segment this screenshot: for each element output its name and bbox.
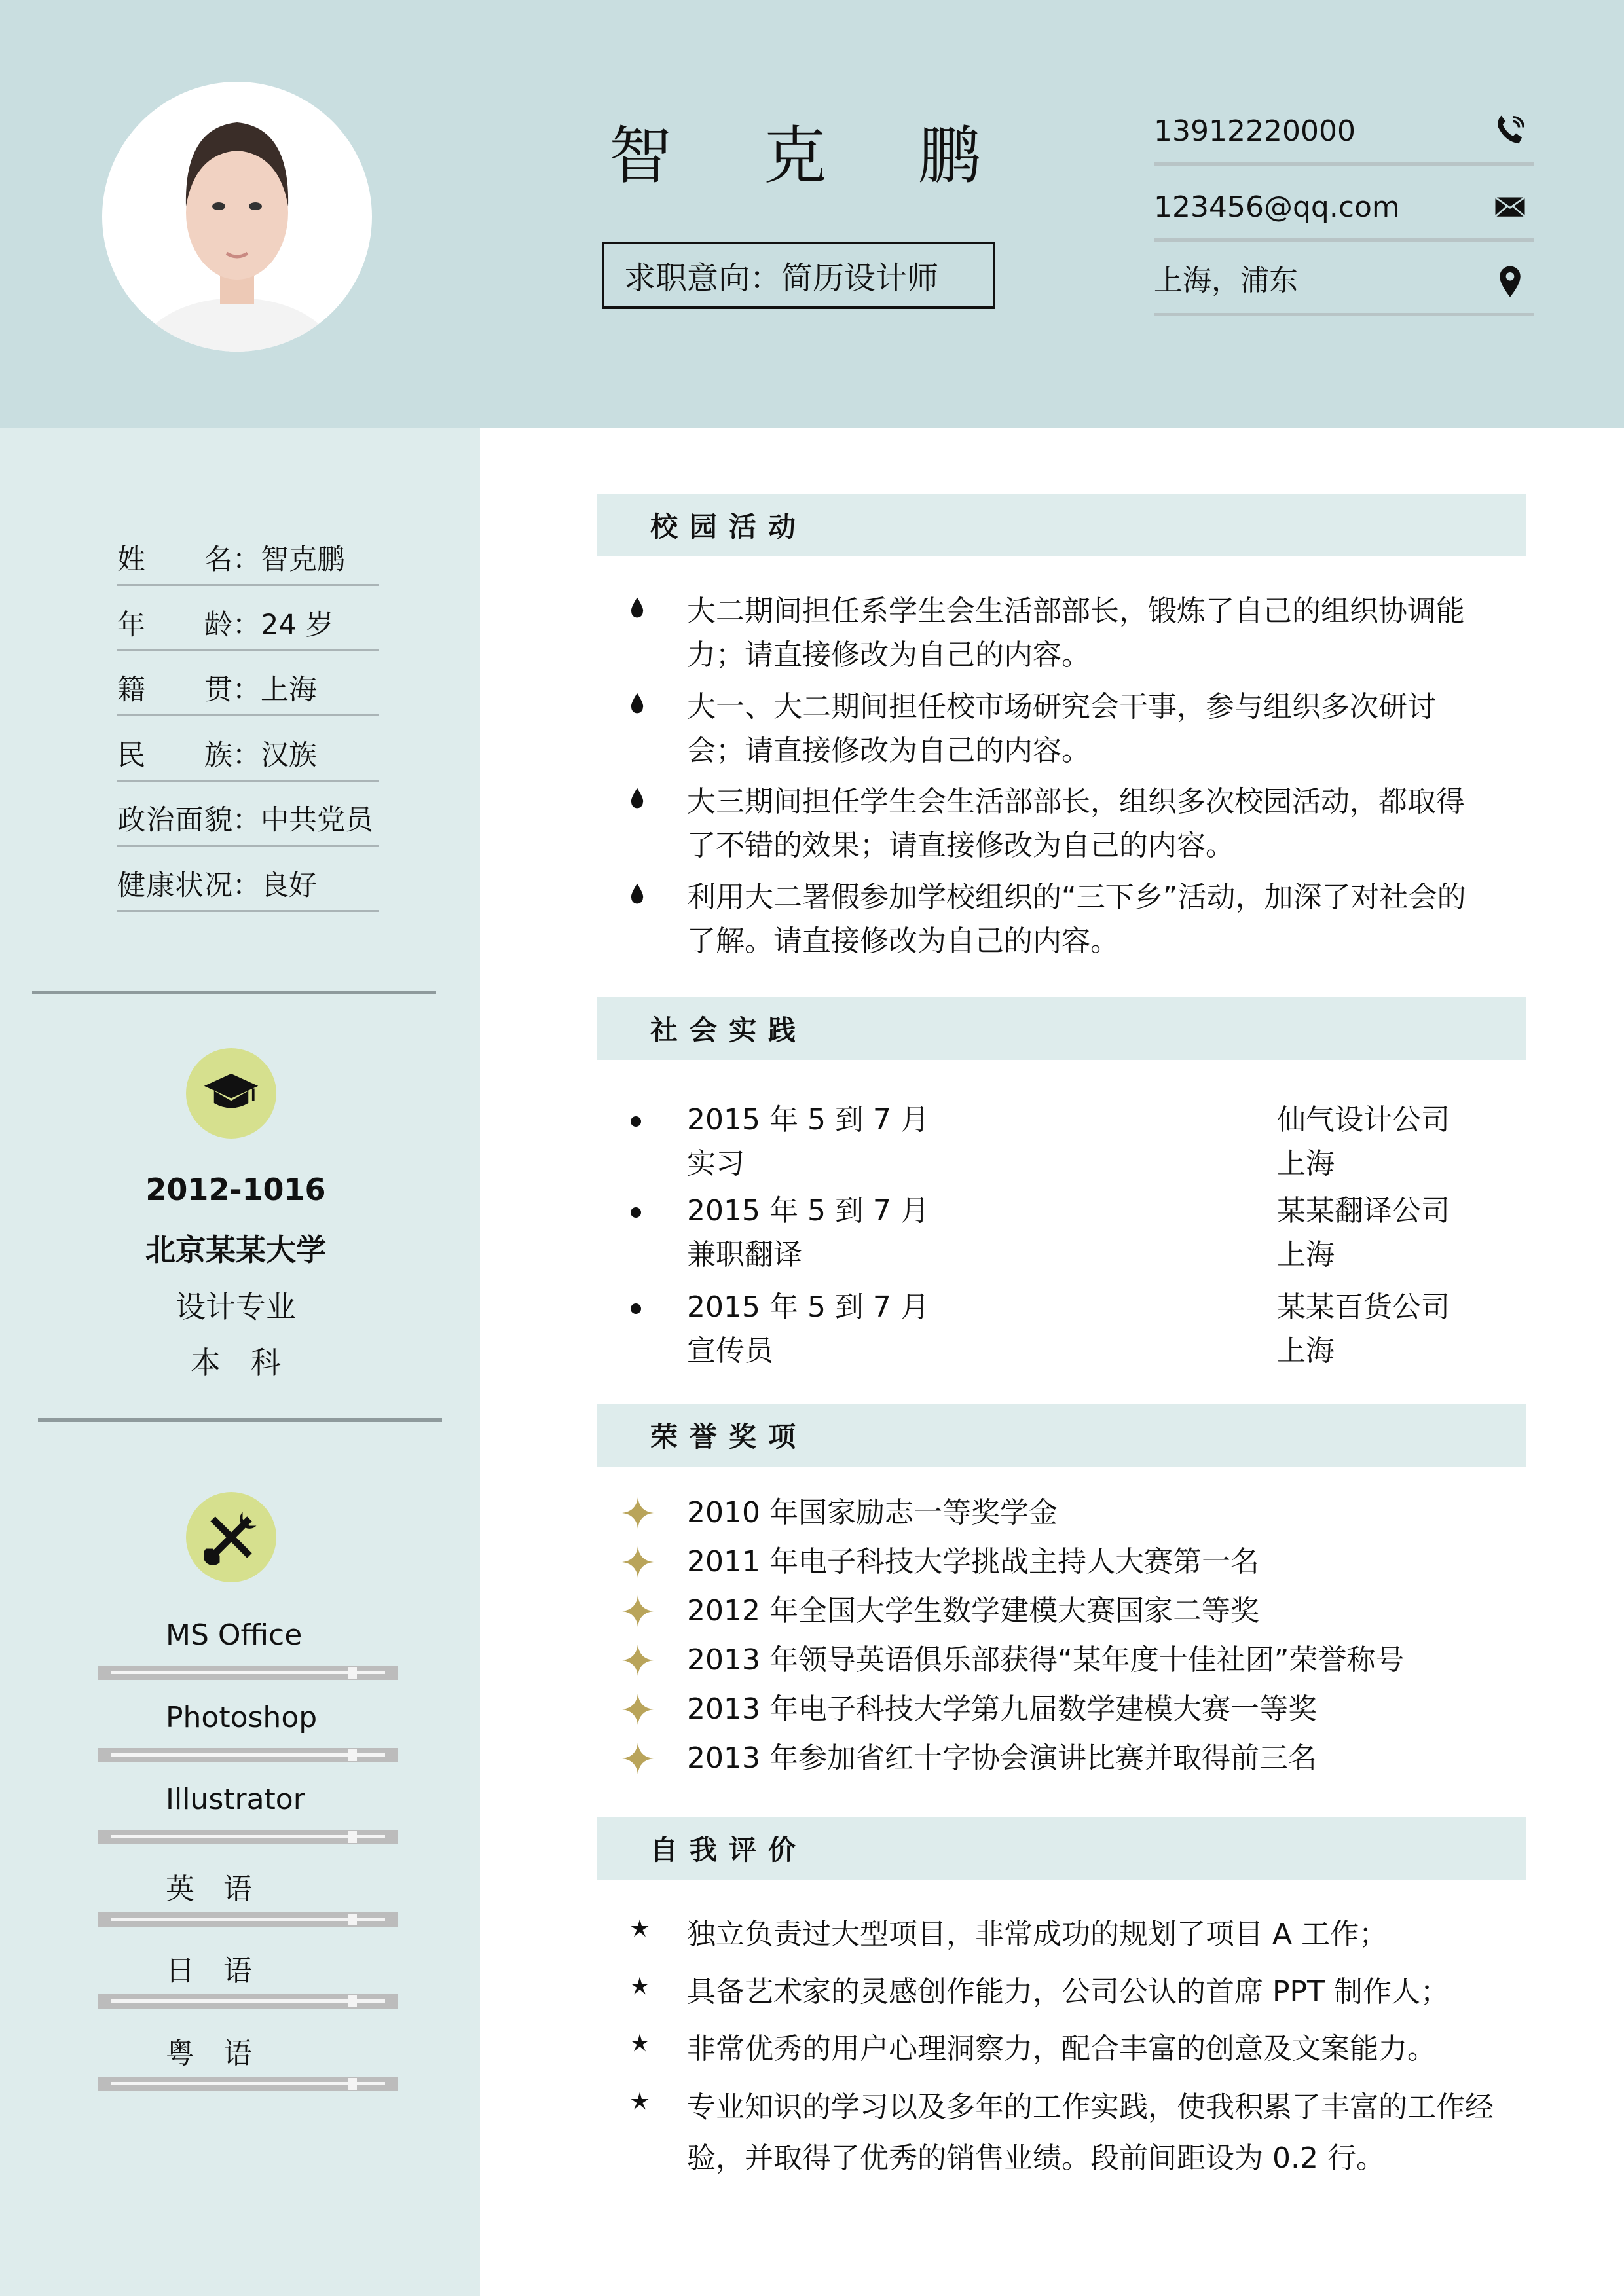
practice-city: 上海 bbox=[1277, 1147, 1335, 1180]
skill-track bbox=[111, 1671, 385, 1674]
drop-bullet-icon bbox=[630, 883, 644, 910]
self-eval-item: 非常优秀的用户心理洞察力，配合丰富的创意及文案能力。 bbox=[687, 2032, 1436, 2066]
sidebar-divider bbox=[38, 1418, 442, 1422]
location-pin-icon bbox=[1492, 263, 1528, 299]
skill-level-marker bbox=[348, 1995, 357, 2007]
honor-item: 2010 年国家励志一等奖学金 bbox=[687, 1496, 1058, 1529]
skill-level-bar bbox=[98, 1748, 398, 1762]
info-row bbox=[117, 670, 379, 716]
honor-item: 2013 年参加省红十字协会演讲比赛并取得前三名 bbox=[687, 1741, 1317, 1775]
star-bullet-icon bbox=[622, 1497, 654, 1531]
self-eval-item: 专业知识的学习以及多年的工作实践，使我积累了丰富的工作经验，并取得了优秀的销售业绩。段前间距设为 0.2 行。 bbox=[687, 2090, 1494, 2175]
practice-date: 2015 年 5 到 7 月 bbox=[687, 1290, 929, 1324]
self-eval-item: 独立负责过大型项目，非常成功的规划了项目 A 工作； bbox=[687, 1918, 1388, 1951]
dot-bullet-icon bbox=[631, 1116, 641, 1127]
sidebar-divider bbox=[32, 991, 436, 994]
practice-company: 某某翻译公司 bbox=[1277, 1194, 1450, 1228]
practice-city: 上海 bbox=[1277, 1334, 1335, 1368]
drop-bullet-icon bbox=[630, 597, 644, 624]
practice-role: 宣传员 bbox=[687, 1334, 773, 1368]
info-label: 年龄 bbox=[117, 609, 232, 642]
info-value: ：上海 bbox=[232, 674, 317, 706]
edu-school: 北京某某大学 bbox=[145, 1232, 326, 1267]
phone-icon bbox=[1492, 113, 1528, 148]
info-value: ：智克鹏 bbox=[232, 543, 345, 576]
job-intent-box: 求职意向：简历设计师 bbox=[602, 242, 995, 309]
honor-item: 2012 年全国大学生数学建模大赛国家二等奖 bbox=[687, 1594, 1259, 1628]
skill-label: Photoshop bbox=[166, 1700, 318, 1734]
practice-date: 2015 年 5 到 7 月 bbox=[687, 1103, 929, 1137]
drop-bullet-icon bbox=[630, 693, 644, 720]
info-value: ：中共党员 bbox=[232, 804, 373, 837]
campus-item: 利用大二署假参加学校组织的“三下乡”活动，加深了对社会的了解。请直接修改为自己的内容。 bbox=[687, 880, 1466, 958]
contact-location bbox=[1154, 244, 1534, 316]
info-label: 籍贯 bbox=[117, 674, 232, 706]
star-bullet-icon bbox=[622, 1694, 654, 1728]
info-row bbox=[117, 866, 379, 912]
graduation-cap-icon bbox=[186, 1048, 276, 1139]
skill-label: Illustrator bbox=[166, 1783, 305, 1816]
info-row bbox=[117, 540, 379, 586]
info-value: ：汉族 bbox=[232, 739, 317, 772]
info-row bbox=[117, 606, 379, 651]
asterisk-bullet-icon bbox=[630, 1976, 650, 1998]
edu-degree: 本 科 bbox=[191, 1345, 281, 1380]
candidate-name: 智克鹏 bbox=[609, 119, 1073, 192]
skill-track bbox=[111, 1835, 385, 1838]
dot-bullet-icon bbox=[631, 1207, 641, 1218]
email-text: 123456@qq.com bbox=[1154, 191, 1400, 224]
section-campus-header: 校园活动 bbox=[597, 494, 1526, 556]
profile-photo bbox=[102, 82, 372, 352]
skill-level-marker bbox=[348, 1667, 357, 1679]
contact-email bbox=[1154, 170, 1534, 242]
info-row bbox=[117, 801, 379, 847]
mail-icon bbox=[1492, 189, 1528, 224]
practice-city: 上海 bbox=[1277, 1238, 1335, 1271]
star-bullet-icon bbox=[622, 1595, 654, 1630]
asterisk-bullet-icon bbox=[630, 2091, 650, 2113]
skill-label: 日 语 bbox=[166, 1954, 252, 1988]
practice-company: 仙气设计公司 bbox=[1277, 1103, 1450, 1137]
skill-level-bar bbox=[98, 2077, 398, 2091]
section-self-eval-header: 自我评价 bbox=[597, 1817, 1526, 1880]
skill-level-bar bbox=[98, 1666, 398, 1680]
info-label: 政治面貌 bbox=[117, 804, 232, 837]
skill-track bbox=[111, 1999, 385, 2003]
honor-item: 2011 年电子科技大学挑战主持人大赛第一名 bbox=[687, 1545, 1259, 1578]
campus-item: 大三期间担任学生会生活部部长，组织多次校园活动，都取得了不错的效果；请直接修改为自己的内容。 bbox=[687, 785, 1465, 862]
asterisk-bullet-icon bbox=[630, 2033, 650, 2055]
practice-role: 实习 bbox=[687, 1147, 745, 1180]
dot-bullet-icon bbox=[631, 1303, 641, 1314]
info-value: ：24 岁 bbox=[232, 609, 334, 642]
location-text: 上海，浦东 bbox=[1154, 264, 1298, 297]
info-value: ：良好 bbox=[232, 869, 317, 902]
contact-phone bbox=[1154, 94, 1534, 166]
skill-track bbox=[111, 1918, 385, 1921]
campus-item: 大二期间担任系学生会生活部部长，锻炼了自己的组织协调能力；请直接修改为自己的内容。 bbox=[687, 594, 1465, 672]
star-bullet-icon bbox=[622, 1743, 654, 1777]
skill-level-marker bbox=[348, 1914, 357, 1925]
honor-item: 2013 年电子科技大学第九届数学建模大赛一等奖 bbox=[687, 1692, 1317, 1726]
practice-date: 2015 年 5 到 7 月 bbox=[687, 1194, 929, 1228]
edu-period: 2012-1016 bbox=[145, 1172, 326, 1207]
info-label: 健康状况 bbox=[117, 869, 232, 902]
skill-level-bar bbox=[98, 1994, 398, 2009]
phone-text: 13912220000 bbox=[1154, 115, 1356, 148]
skill-level-marker bbox=[348, 1749, 357, 1761]
campus-item: 大一、大二期间担任校市场研究会干事，参与组织多次研讨会；请直接修改为自己的内容。 bbox=[687, 689, 1436, 767]
skill-level-bar bbox=[98, 1830, 398, 1844]
practice-company: 某某百货公司 bbox=[1277, 1290, 1450, 1324]
practice-role: 兼职翻译 bbox=[687, 1238, 802, 1271]
info-label: 民族 bbox=[117, 739, 232, 772]
skill-level-bar bbox=[98, 1912, 398, 1927]
edu-major: 设计专业 bbox=[175, 1289, 296, 1324]
section-practice-header: 社会实践 bbox=[597, 997, 1526, 1060]
section-honors-header: 荣誉奖项 bbox=[597, 1404, 1526, 1467]
skill-label: 英 语 bbox=[166, 1872, 252, 1906]
honor-item: 2013 年领导英语俱乐部获得“某年度十佳社团”荣誉称号 bbox=[687, 1643, 1405, 1677]
skill-track bbox=[111, 2082, 385, 2085]
info-label: 姓名 bbox=[117, 543, 232, 576]
skill-level-marker bbox=[348, 1831, 357, 1843]
skill-level-marker bbox=[348, 2078, 357, 2090]
skill-label: 粤 语 bbox=[166, 2036, 252, 2070]
drop-bullet-icon bbox=[630, 788, 644, 814]
self-eval-item: 具备艺术家的灵感创作能力，公司公认的首席 PPT 制作人； bbox=[687, 1975, 1449, 2009]
skill-track bbox=[111, 1753, 385, 1757]
skill-label: MS Office bbox=[166, 1618, 303, 1652]
asterisk-bullet-icon bbox=[630, 1918, 650, 1941]
info-row bbox=[117, 736, 379, 782]
star-bullet-icon bbox=[622, 1546, 654, 1580]
star-bullet-icon bbox=[622, 1645, 654, 1679]
tools-icon bbox=[186, 1492, 276, 1582]
